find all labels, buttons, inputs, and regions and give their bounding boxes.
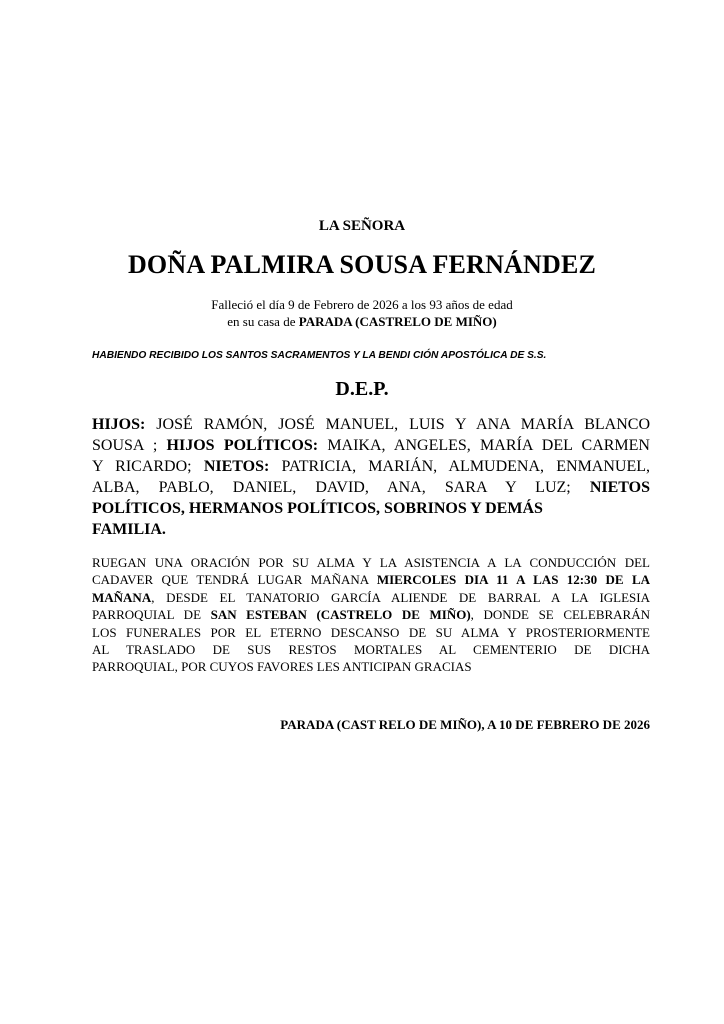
hijos-politicos-cont: Y RICARDO; [92, 458, 204, 475]
death-place-prefix: en su casa de [227, 314, 299, 329]
nietos-politicos-label: NIETOS [589, 479, 650, 496]
prayer-line [92, 571, 650, 588]
nietos-names: PATRICIA, MARIÁN, ALMUDENA, ENMANUEL, [269, 458, 651, 475]
nietos-label: NIETOS: [203, 458, 270, 475]
family-section [92, 414, 650, 540]
family-line [92, 519, 650, 540]
death-info [0, 296, 724, 330]
prayer-line: PARROQUIAL, POR CUYOS FAVORES LES ANTICIPAN GRACIAS [92, 659, 472, 675]
hijos-politicos-names: MAIKA, ANGELES, MARÍA DEL CARMEN [318, 437, 650, 454]
nietos-names-cont: ALBA, PABLO, DANIEL, DAVID, ANA, SARA Y LUZ; [92, 479, 571, 496]
title-prefix: LA SEÑORA [318, 218, 406, 234]
prayer-line [92, 606, 650, 623]
family-line [92, 435, 650, 456]
hijos-label: HIJOS: [92, 416, 146, 433]
death-place: PARADA (CASTRELO DE MIÑO) [298, 314, 497, 329]
other-relatives: POLÍTICOS, HERMANOS POLÍTICOS, SOBRINOS Y DEMÁS [92, 500, 543, 517]
closing-place-date: PARADA (CAST RELO DE MIÑO), A 10 DE FEBRERO DE 2026 [280, 717, 650, 732]
hijos-politicos-label: HIJOS POLÍTICOS: [166, 437, 319, 454]
prayer-line: AL TRASLADO DE SUS RESTOS MORTALES AL CEMENTERIO DE DICHA [92, 642, 650, 658]
prayer-text: CADAVER QUE TENDRÁ LUGAR MAÑANA [92, 572, 377, 588]
church-name: SAN ESTEBAN (CASTRELO DE MIÑO) [210, 607, 471, 623]
sacraments-line: HABIENDO RECIBIDO LOS SANTOS SACRAMENTOS Y LA BENDI CIÓN APOSTÓLICA DE S.S. [92, 350, 547, 361]
prayer-line [92, 589, 650, 606]
service-time-cont: MAÑANA [92, 589, 152, 605]
death-date-line: Falleció el día 9 de Febrero de 2026 a los 93 años de edad [211, 297, 513, 312]
prayer-section [92, 554, 650, 676]
prayer-line: RUEGAN UNA ORACIÓN POR SU ALMA Y LA ASISTENCIA A LA CONDUCCIÓN DEL [92, 555, 650, 570]
service-time: MIERCOLES DIA 11 A LAS 12:30 DE LA [376, 572, 650, 588]
hijos-names: JOSÉ RAMÓN, JOSÉ MANUEL, LUIS Y ANA MARÍA BLANCO [145, 416, 650, 433]
prayer-text: , DESDE EL TANATORIO GARCÍA ALIENDE DE BARRAL A LA IGLESIA [151, 589, 650, 605]
family-line [92, 414, 650, 435]
hijos-names-cont: SOUSA ; [92, 437, 167, 454]
death-place-line [0, 313, 724, 330]
prayer-text: PARROQUIAL DE [92, 607, 211, 623]
deceased-name: DOÑA PALMIRA SOUSA FERNÁNDEZ [127, 250, 597, 279]
dep-heading: D.E.P. [335, 378, 389, 400]
prayer-line: LOS FUNERALES POR EL ETERNO DESCANSO DE SU ALMA Y PROSTERIORMENTE [92, 624, 650, 640]
family-line [92, 456, 650, 477]
familia-label: FAMILIA. [92, 521, 166, 538]
family-line [92, 477, 650, 498]
prayer-text: , DONDE SE CELEBRARÁN [470, 607, 650, 623]
family-line [92, 498, 650, 519]
